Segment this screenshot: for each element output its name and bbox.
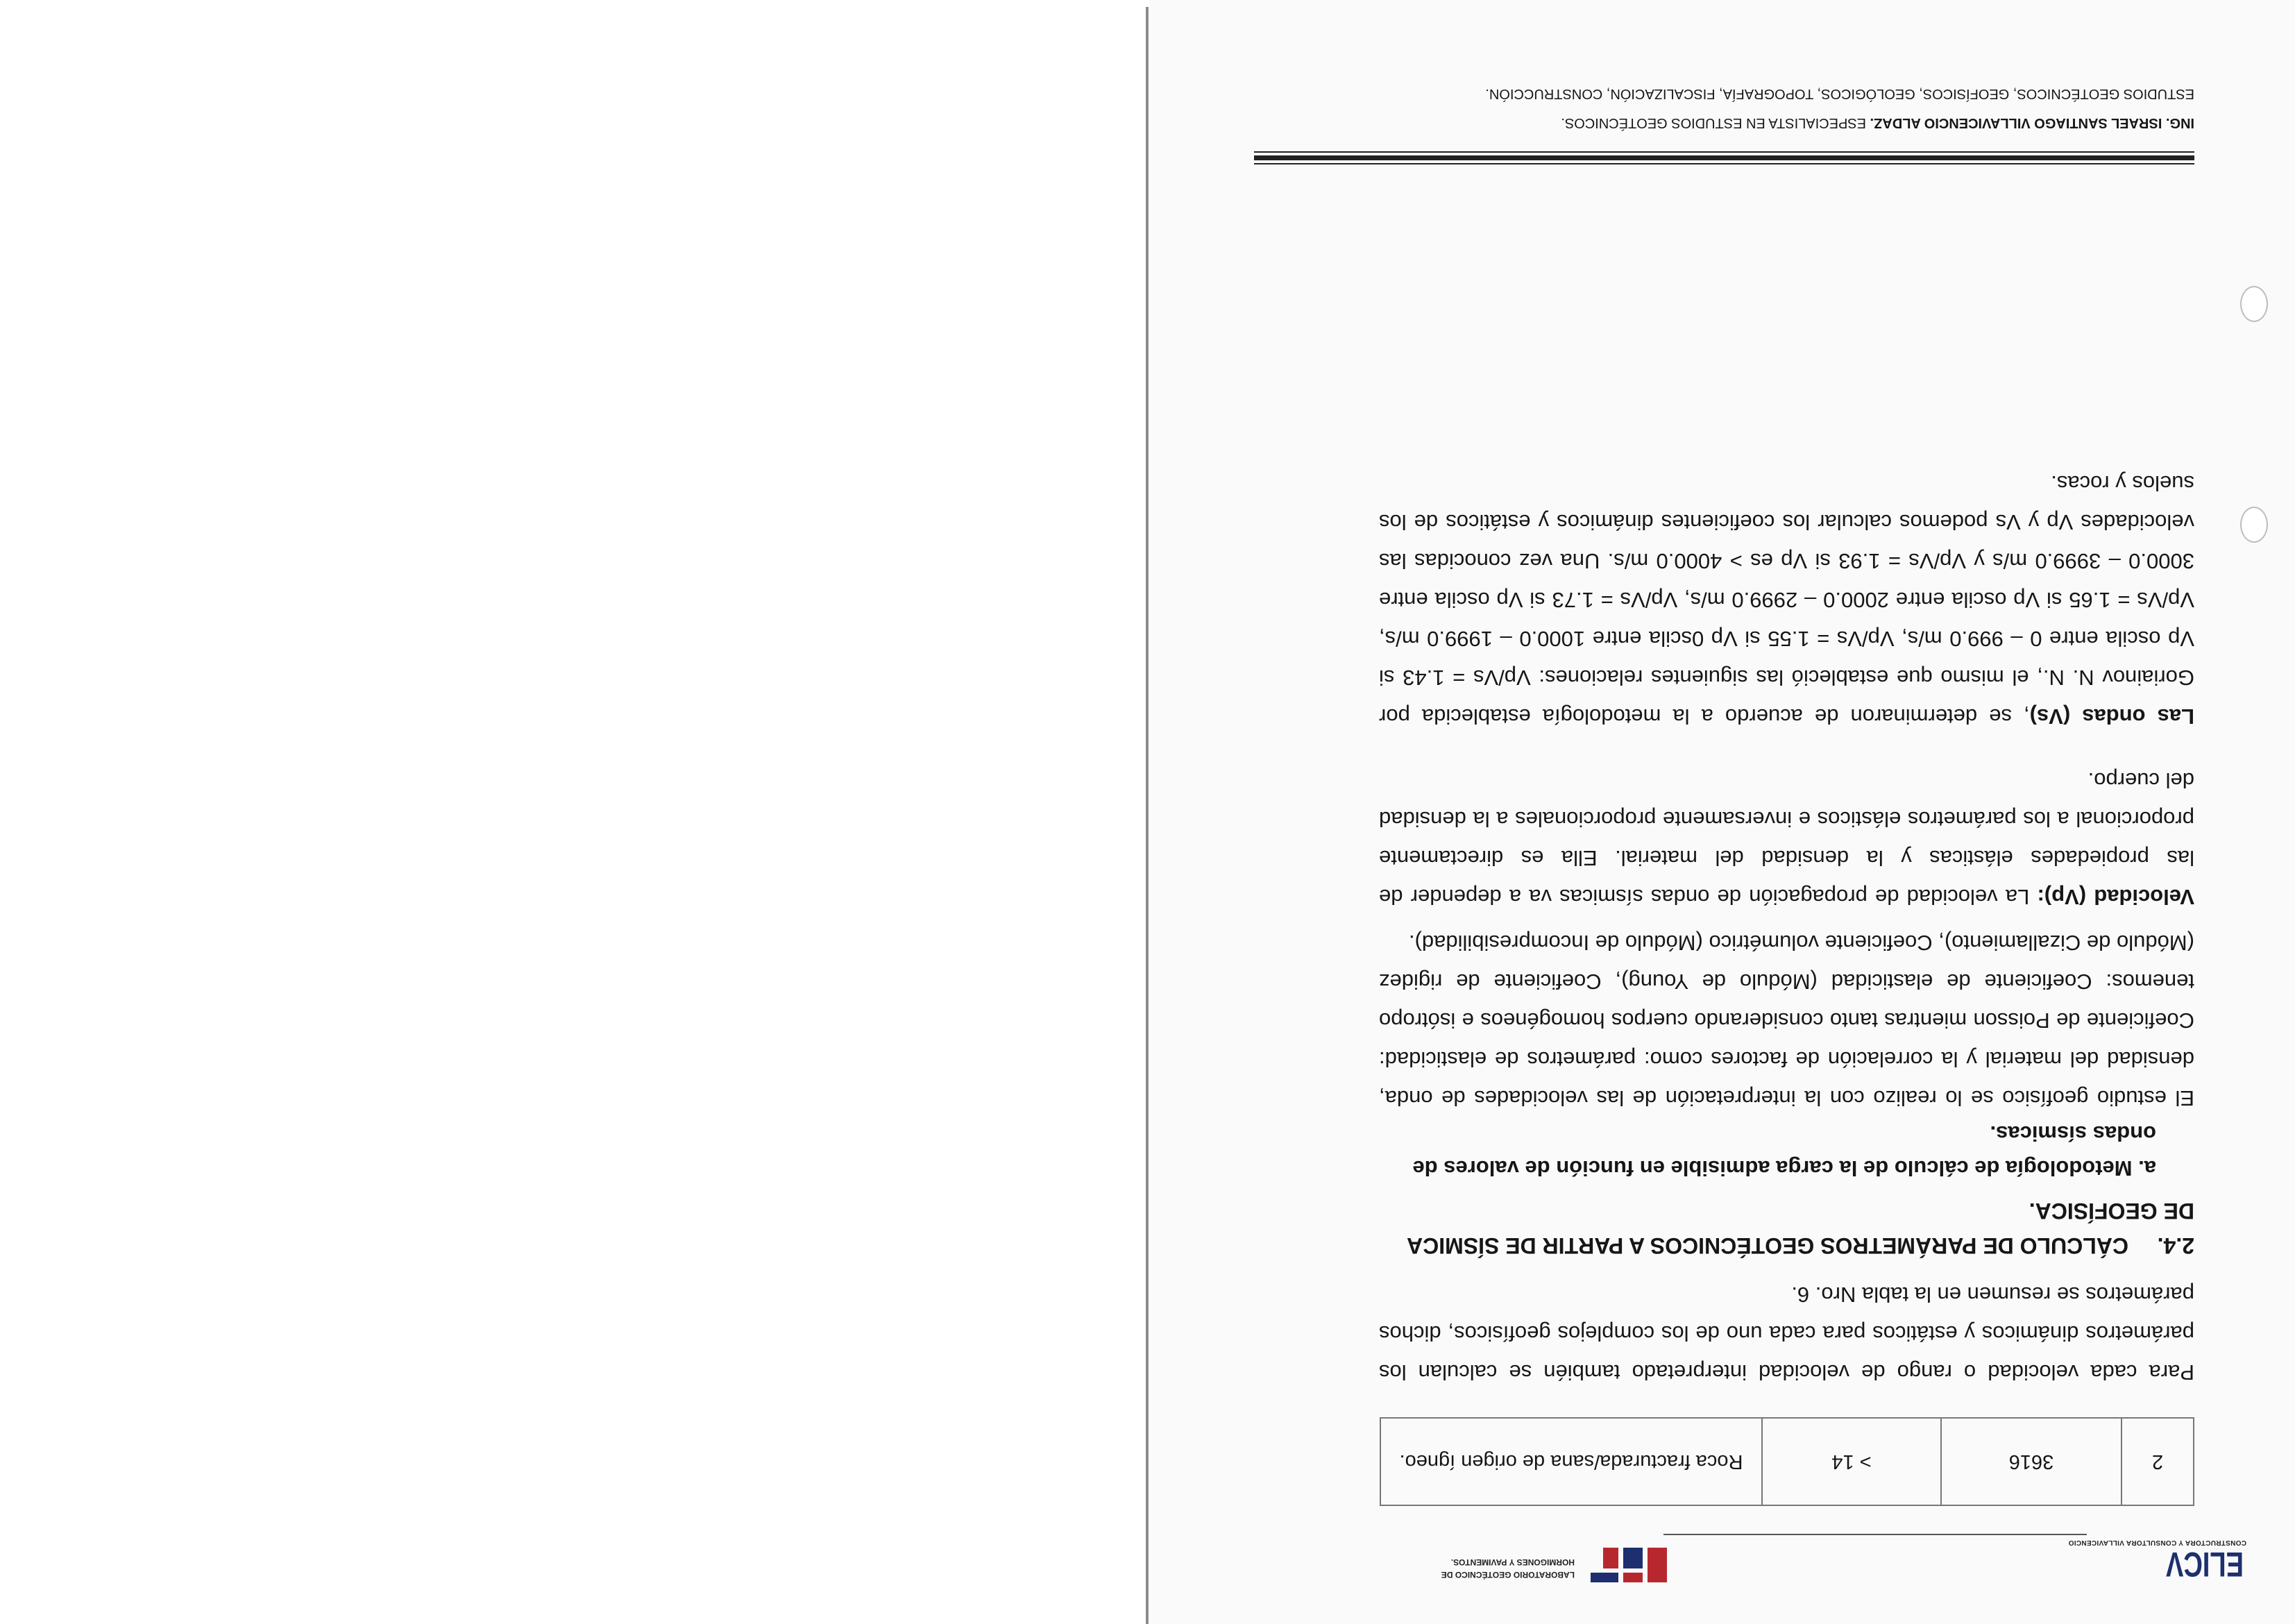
- paragraph-geophysics: El estudio geofísico se lo realizo con la interpretación de las velocidades de onda, densidad del material y la correlación de factores como: parámetros de elasticidad: Coeficiente de Poisson mientras tanto considerando cuerpos homogéneos e isótropo tenemos: Coeficiente de elasticidad (Módulo de Young), Coeficiente de rigidez (Módulo de Cizallamiento), Coeficiente volumétrico (Módulo de Incompresibilidad).: [1379, 931, 2194, 1110]
- paragraph-vp: [1379, 761, 2194, 916]
- lab-name-line1: LABORATORIO GEOTÉCNICO DE: [1441, 1570, 1575, 1580]
- table-cell-velocity: 3616: [1940, 1419, 2121, 1505]
- vs-text: , se determinaron de acuerdo a la metodología establecida por Goriainov N. N., el mismo que estableció las siguientes relaciones: Vp/Vs = 1.43 si Vp oscila entre 0 – 999.0 m/s, Vp/Vs = 1.55 si Vp 0scila entre 1000.0 – 1999.0 m/s, Vp/Vs = 1.65 si Vp oscila entre 2000.0 – 2999.0 m/s, Vp/Vs = 1.73 si Vp oscila entre 3000.0 – 3999.0 m/s y Vp/Vs = 1.93 si Vp es > 4000.0 m/s. Una vez conocidas las velocidades Vp y Vs podemos calcular los coeficientes dinámicos y estáticos de los suelos y rocas.: [1379, 471, 2194, 729]
- vs-label: Las ondas (Vs): [2029, 704, 2194, 729]
- lab-logo-icon: [1587, 1545, 1670, 1588]
- footer-services: ESTUDIOS GEOTÉCNICOS, GEOFÍSICOS, GEOLÓGICOS, TOPOGRAFÍA, FISCALIZACIÓN, CONSTRUCCIÓN.: [1485, 86, 2194, 101]
- paragraph-parameters: Para cada velocidad o rango de velocidad interpretado también se calculan los parámetros dinámicos y estáticos para cada uno de los complejos geofísicos, dichos parámetros se resumen en la tabla Nro. 6.: [1379, 1283, 2194, 1385]
- vp-label: Velocidad (Vp):: [2037, 885, 2194, 909]
- table-row: [1380, 1417, 2194, 1506]
- footer-engineer: [1251, 112, 2194, 133]
- table-cell-description: Roca fracturada/sana de origen ígneo.: [1399, 1450, 1743, 1473]
- footer-rules: [1254, 149, 2194, 164]
- scanned-sheet: [1149, 0, 2295, 1624]
- section-number: 2.4.: [2157, 1233, 2194, 1258]
- lab-name: [1394, 1556, 1575, 1581]
- company-logo: [2163, 1545, 2246, 1586]
- page-edge-line: [1146, 7, 1149, 1624]
- footer-name-rest: ESPECIALISTA EN ESTUDIOS GEOTÉCNICOS.: [1561, 115, 1870, 130]
- subsection-heading: a. Metodología de cálculo de la carga admisible en función de valores de ondas sísmicas.: [1412, 1122, 2156, 1181]
- section-heading: [1379, 1194, 2194, 1263]
- table-cell-number: 2: [2121, 1419, 2193, 1505]
- paragraph-vs: [1379, 464, 2194, 736]
- company-name: CONSTRUCTORA Y CONSULTORA VILLAVICENCIO: [2068, 1539, 2246, 1546]
- section-title: CÁLCULO DE PARÁMETROS GEOTÉCNICOS A PARTIR DE SÍSMICA DE GEOFÍSICA.: [1407, 1199, 2194, 1258]
- company-logo-text: ELICV: [2165, 1545, 2244, 1584]
- vp-text: La velocidad de propagación de ondas sísmicas va a depender de las propiedades elásticas y la densidad del material. Ella es directamente proporcional a los parámetros elásticos e inversamente proporcionales a la densidad del cuerpo.: [1379, 768, 2194, 909]
- footer-name-bold: ING. ISRAEL SANTIAGO VILLAVICENCIO ALDAZ.: [1870, 115, 2194, 130]
- table-cell-depth: > 14: [1761, 1419, 1940, 1505]
- header-rule: [1663, 1534, 2087, 1535]
- document-page: [1149, 0, 2295, 1624]
- blank-left-page: [0, 0, 1144, 1624]
- lab-name-line2: HORMIGONES Y PAVIMENTOS.: [1450, 1557, 1575, 1567]
